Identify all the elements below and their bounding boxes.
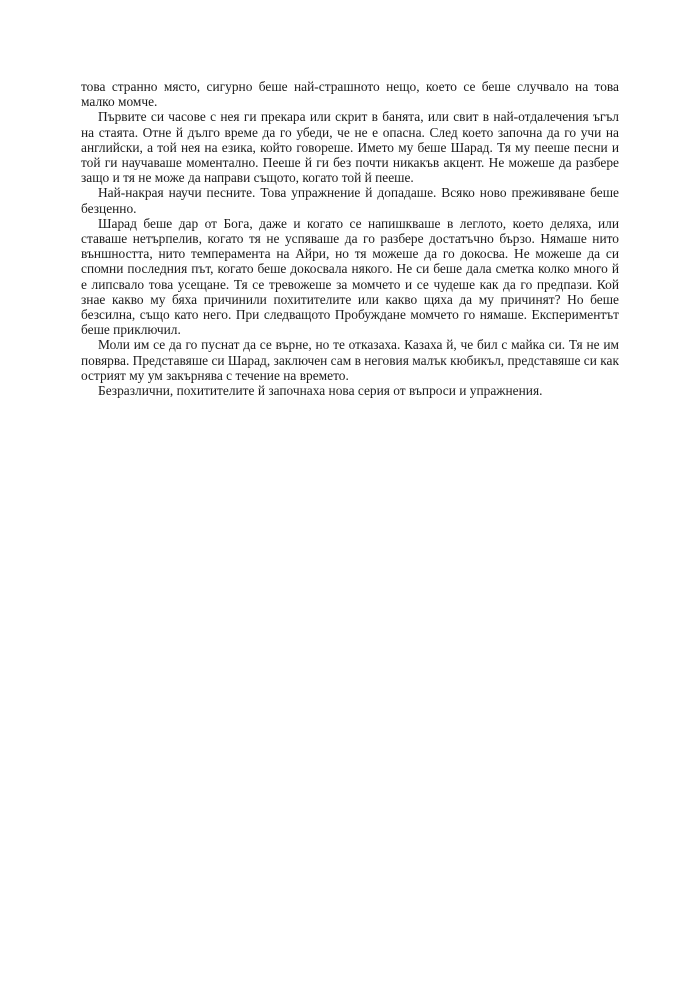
paragraph: Безразлични, похитителите й започнаха нова серия от въпроси и упражнения. (98, 383, 543, 399)
paragraph: Моли им се да го пуснат да се върне, но те отказаха. Казаха й, че бил с майка си. Тя не им повярва. Представяше си Шарад, заключен сам в неговия малък кюбикъл, представяше си как острият му ум закърнява с течение на времето. (81, 337, 619, 383)
paragraph: Първите си часове с нея ги прекара или скрит в банята, или свит в най-отдалечения ъгъл на стаята. Отне й дълго време да го убеди, че не е опасна. След което започна да го учи на английски, а той нея на езика, който говореше. Името му беше Шарад. Тя му пееше песни и той ги научаваше моментално. Пееше й ги без почти никакъв акцент. Не можеше да разбере защо и тя не може да направи същото, когато той й пееше. (81, 109, 619, 186)
paragraph: Най-накрая научи песните. Това упражнение й допадаше. Всяко ново преживяване беше безценно. (81, 185, 619, 216)
body-text (81, 79, 619, 398)
paragraph-continuation: това странно място, сигурно беше най-страшното нещо, което се беше случвало на това малко момче. (81, 79, 619, 110)
paragraph: Шарад беше дар от Бога, даже и когато се напишкваше в леглото, което деляха, или ставаше нетърпелив, когато тя не успяваше да го разбере достатъчно бързо. Нямаше нито външността, нито темперамента на Айри, но тя можеше да го докосва. Не можеше да си спомни последния път, когато беше докосвала някого. Не си беше дала сметка колко много й е липсвало това усещане. Тя се тревожеше за момчето и се чудеше как да го предпази. Кой знае какво му бяха причинили похитителите или какво щяха да му причинят? Но беше безсилна, също като него. При следващото Пробуждане момчето го нямаше. Експериментът беше приключил. (81, 215, 619, 338)
